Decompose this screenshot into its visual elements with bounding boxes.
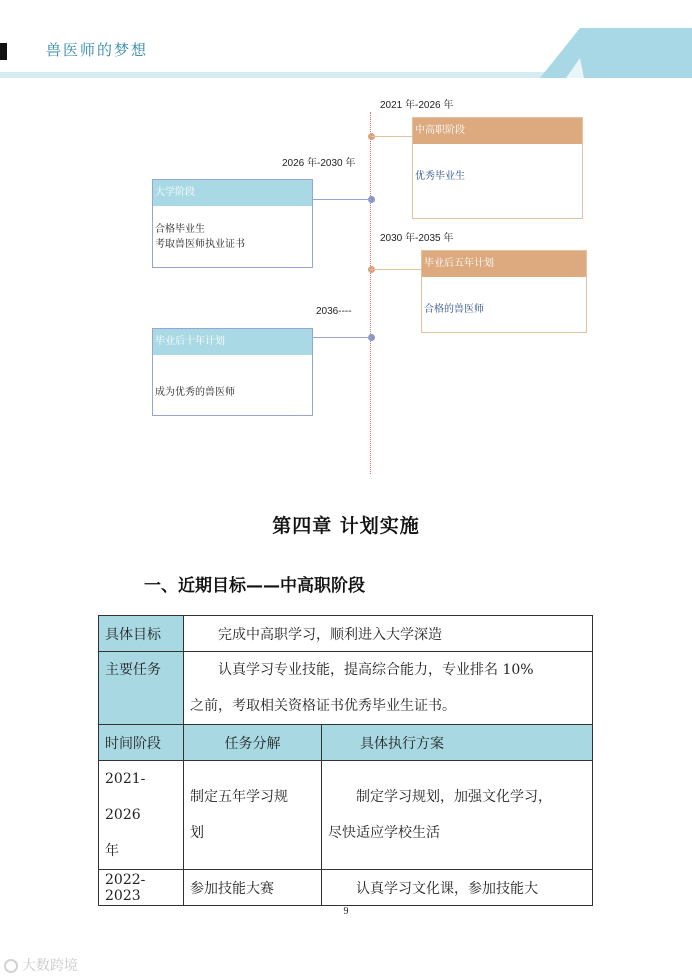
cell-task: 参加技能大赛	[184, 870, 322, 906]
cell-plan	[322, 761, 593, 870]
watermark	[4, 955, 78, 975]
watermark-text: 大数跨境	[21, 957, 78, 973]
card-line: 合格毕业生	[155, 224, 205, 235]
cell-line: 制定五年学习规	[190, 789, 288, 805]
card-title: 毕业后五年计划	[422, 251, 586, 277]
plan-table	[98, 615, 593, 906]
timeline-year: 2030 年-2035 年	[380, 233, 454, 244]
card-title: 中高职阶段	[413, 118, 582, 144]
timeline-connector	[312, 337, 371, 338]
timeline-connector	[371, 136, 413, 137]
cell-task	[184, 761, 322, 870]
table-row	[99, 652, 593, 725]
card-line: 考取兽医师执业证书	[155, 239, 245, 250]
card-line: 成为优秀的兽医师	[155, 387, 235, 398]
table-row	[99, 761, 593, 870]
main-task-label: 主要任务	[99, 652, 184, 725]
main-task-text	[184, 652, 593, 725]
header-plan: 具体执行方案	[322, 725, 593, 761]
specific-goal-label: 具体目标	[99, 616, 184, 652]
timeline-card-university	[152, 179, 313, 268]
cell-period: 2022-2023	[99, 870, 184, 906]
table-header-row	[99, 725, 593, 761]
timeline-connector	[312, 199, 371, 200]
timeline-axis	[370, 112, 371, 474]
cell-line: 制定学习规划，加强文化学习，	[356, 789, 552, 805]
cell-period	[99, 761, 184, 870]
chapter-title: 第四章 计划实施	[272, 515, 420, 537]
table-row	[99, 870, 593, 906]
timeline-year: 2021 年-2026 年	[380, 100, 454, 111]
card-body	[413, 144, 582, 184]
cell-line: 尽快适应学校生活	[328, 825, 440, 841]
header-left-bar	[0, 43, 7, 60]
timeline-card-five-year-plan	[421, 250, 587, 333]
main-task-line: 认真学习专业技能，提高综合能力，专业排名 10%	[218, 662, 534, 678]
cell-plan: 认真学习文化课，参加技能大	[322, 870, 593, 906]
main-task-line: 之前，考取相关资格证书优秀毕业生证书。	[190, 698, 456, 714]
timeline-card-secondary-vocational	[412, 117, 583, 219]
watermark-logo-icon	[4, 959, 18, 973]
timeline-card-ten-year-plan	[152, 328, 313, 416]
card-body	[153, 206, 312, 252]
header-period: 时间阶段	[99, 725, 184, 761]
card-line: 合格的兽医师	[424, 304, 484, 315]
cell-line: 年	[105, 843, 119, 859]
page-number: 9	[343, 906, 349, 917]
card-body	[153, 355, 312, 400]
section-title: 一、近期目标——中高职阶段	[144, 576, 365, 596]
specific-goal-text: 完成中高职学习，顺利进入大学深造	[184, 616, 593, 652]
timeline-year: 2036----	[316, 306, 352, 317]
timeline-year: 2026 年-2030 年	[282, 158, 356, 169]
header-title: 兽医师的梦想	[46, 41, 149, 59]
cell-line: 2021-2026	[105, 771, 146, 823]
card-title: 大学阶段	[153, 180, 312, 206]
card-line: 优秀毕业生	[415, 171, 465, 182]
cell-line: 划	[190, 825, 204, 841]
header-decoration	[540, 28, 692, 78]
card-title: 毕业后十年计划	[153, 329, 312, 355]
timeline-connector	[371, 269, 422, 270]
table-row	[99, 616, 593, 652]
header-task: 任务分解	[184, 725, 322, 761]
card-body	[422, 277, 586, 317]
